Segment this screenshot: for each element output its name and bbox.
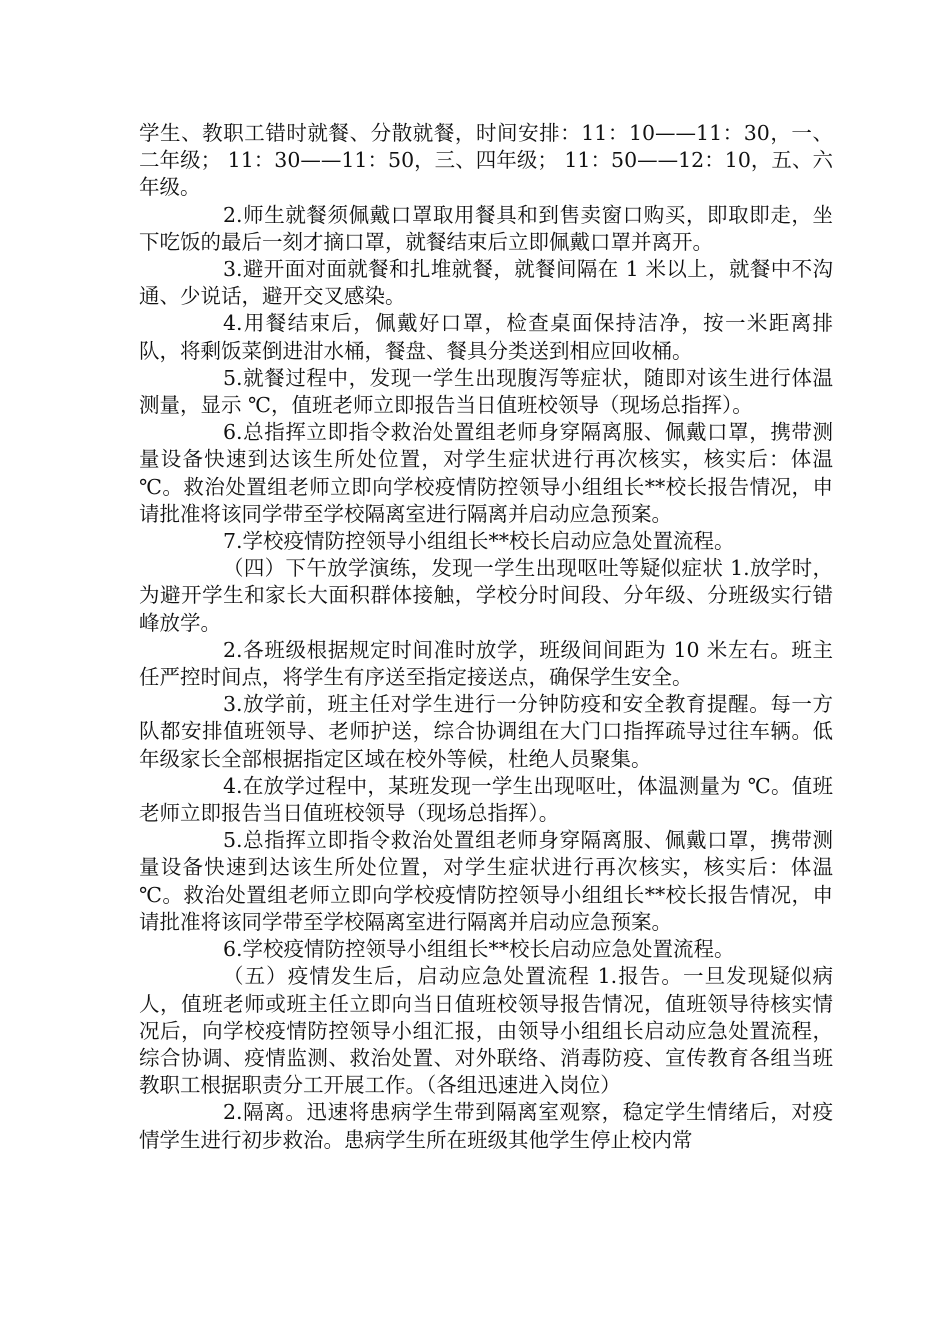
section-heading-5: （五）疫情发生后，启动应急处置流程 1.报告。一旦发现疑似病人，值班老师或班主任立即向当日值班校领导报告情况，值班领导待核实情况后，向学校疫情防控领导小组汇报，由领导小组组长启动应急处置流程，综合协调、疫情监测、救治处置、对外联络、消毒防疫、宣传教育各组当班教职工根据职责分工开展工作。（各组迅速进入岗位） [139, 964, 833, 1098]
paragraph-item: 2.隔离。迅速将患病学生带到隔离室观察，稳定学生情绪后，对疫情学生进行初步救治。患病学生所在班级其他学生停止校内常 [139, 1100, 833, 1152]
paragraph-lunch-schedule: 学生、教职工错时就餐、分散就餐，时间安排：11：10——11：30，一、二年级； 11：30——11：50，三、四年级； 11：50——12：10，五、六年级。 [139, 121, 833, 200]
paragraph-item: 7.学校疫情防控领导小组组长**校长启动应急处置流程。 [223, 529, 735, 554]
paragraph-item: 6.学校疫情防控领导小组组长**校长启动应急处置流程。 [223, 937, 735, 962]
paragraph-item: 4.在放学过程中，某班发现一学生出现呕吐，体温测量为 ℃。值班老师立即报告当日值班校领导（现场总指挥）。 [139, 773, 833, 826]
paragraph-item: 3.避开面对面就餐和扎堆就餐，就餐间隔在 1 米以上，就餐中不沟通、少说话，避开交叉感染。 [139, 257, 833, 309]
paragraph-item: 6.总指挥立即指令救治处置组老师身穿隔离服、佩戴口罩，携带测量设备快速到达该生所处位置，对学生症状进行再次核实，核实后：体温 ℃。救治处置组老师立即向学校疫情防控领导小组组长**校长报告情况，申请批准将该同学带至学校隔离室进行隔离并启动应急预案。 [139, 420, 833, 526]
section-heading-4: （四）下午放学演练，发现一学生出现呕吐等疑似症状 1.放学时，为避开学生和家长大面积群体接触，学校分时间段、分年级、分班级实行错峰放学。 [139, 556, 833, 635]
paragraph-item: 2.各班级根据规定时间准时放学，班级间间距为 10 米左右。班主任严控时间点，将学生有序送至指定接送点，确保学生安全。 [139, 637, 833, 690]
paragraph-item: 4.用餐结束后，佩戴好口罩，检查桌面保持洁净，按一米距离排队，将剩饭菜倒进泔水桶，餐盘、餐具分类送到相应回收桶。 [139, 311, 833, 363]
paragraph-item: 5.就餐过程中，发现一学生出现腹泻等症状，随即对该生进行体温测量，显示 ℃，值班老师立即报告当日值班校领导（现场总指挥）。 [139, 365, 833, 418]
paragraph-item: 3.放学前，班主任对学生进行一分钟防疫和安全教育提醒。每一方队都安排值班领导、老师护送，综合协调组在大门口指挥疏导过往车辆。低年级家长全部根据指定区域在校外等候，杜绝人员聚集。 [139, 692, 833, 771]
document-body [139, 120, 833, 1154]
paragraph-item: 2.师生就餐须佩戴口罩取用餐具和到售卖窗口购买，即取即走，坐下吃饭的最后一刻才摘口罩，就餐结束后立即佩戴口罩并离开。 [139, 202, 833, 254]
paragraph-item: 5.总指挥立即指令救治处置组老师身穿隔离服、佩戴口罩，携带测量设备快速到达该生所处位置，对学生症状进行再次核实，核实后：体温 ℃。救治处置组老师立即向学校疫情防控领导小组组长**校长报告情况，申请批准将该同学带至学校隔离室进行隔离并启动应急预案。 [139, 828, 833, 934]
